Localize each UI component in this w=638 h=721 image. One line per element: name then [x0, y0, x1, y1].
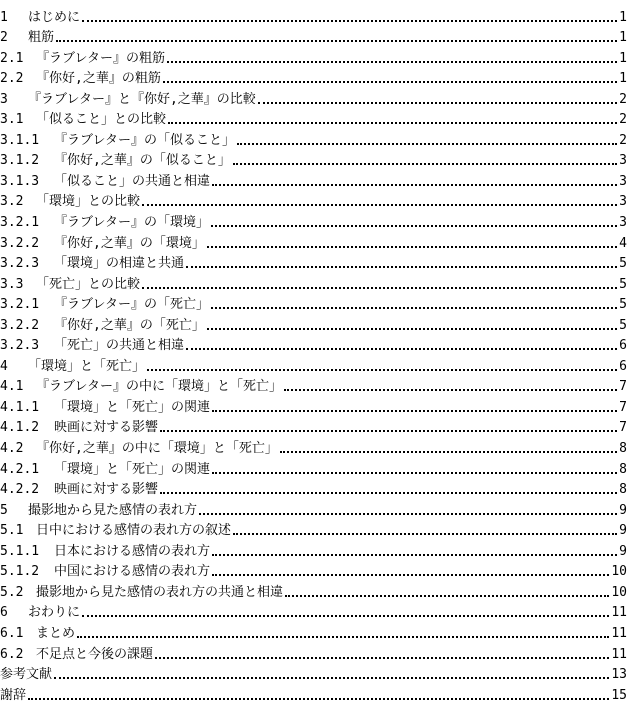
toc-entry-number: 3.3	[0, 276, 24, 292]
toc-entry-page: 13	[611, 667, 627, 683]
toc-entry-number: 5.1.2	[0, 564, 40, 580]
toc-entry-number: 4	[0, 358, 8, 374]
table-of-contents	[0, 5, 627, 704]
toc-entry-page: 6	[619, 338, 627, 354]
toc-entry-page: 11	[611, 646, 627, 662]
toc-entry-title: 「似ること」との比較	[36, 112, 167, 128]
toc-entry-title: 謝辞	[0, 687, 27, 703]
toc-entry-page: 6	[619, 358, 627, 374]
toc-entry[interactable]	[0, 519, 627, 540]
dot-leader	[285, 595, 609, 597]
dot-leader	[186, 348, 617, 350]
toc-entry[interactable]	[0, 67, 627, 88]
toc-entry-page: 11	[611, 625, 627, 641]
toc-entry-page: 10	[611, 564, 627, 580]
toc-entry-title: 映画に対する影響	[54, 420, 159, 436]
dot-leader	[212, 184, 617, 186]
toc-entry[interactable]	[0, 395, 627, 416]
toc-entry-page: 3	[619, 215, 627, 231]
dot-leader	[54, 677, 609, 679]
toc-entry-number: 4.2	[0, 441, 24, 457]
toc-entry[interactable]	[0, 683, 627, 704]
toc-entry-page: 8	[619, 482, 627, 498]
toc-entry[interactable]	[0, 580, 627, 601]
toc-entry-title: 「死亡」の共通と相違	[54, 338, 185, 354]
toc-entry[interactable]	[0, 478, 627, 499]
dot-leader	[199, 513, 617, 515]
toc-entry-title: 『ラブレター』の中に「環境」と「死亡」	[36, 379, 282, 395]
toc-entry-number: 6.2	[0, 646, 24, 662]
toc-entry-number: 3.1.3	[0, 173, 40, 189]
toc-entry[interactable]	[0, 560, 627, 581]
dot-leader	[167, 61, 617, 63]
toc-entry-title: 『你好,之華』の「似ること」	[54, 153, 231, 169]
dot-leader	[207, 246, 617, 248]
toc-entry-page: 9	[619, 523, 627, 539]
toc-entry-page: 2	[619, 91, 627, 107]
toc-entry[interactable]	[0, 293, 627, 314]
toc-entry-title: 映画に対する影響	[54, 482, 159, 498]
toc-entry-page: 1	[619, 71, 627, 87]
dot-leader	[233, 533, 617, 535]
toc-entry-page: 3	[619, 153, 627, 169]
toc-entry-number: 3.2.1	[0, 215, 40, 231]
toc-entry[interactable]	[0, 498, 627, 519]
toc-entry-title: 撮影地から見た感情の表れ方の共通と相違	[36, 584, 284, 600]
toc-entry-title: 「環境」と「死亡」の関連	[54, 399, 211, 415]
dot-leader	[28, 698, 609, 700]
toc-entry-title: 「環境」の相違と共通	[54, 256, 185, 272]
toc-entry-page: 9	[619, 543, 627, 559]
toc-entry-page: 7	[619, 399, 627, 415]
dot-leader	[233, 163, 617, 165]
toc-entry[interactable]	[0, 436, 627, 457]
toc-entry-number: 4.1.2	[0, 420, 40, 436]
dot-leader	[284, 389, 617, 391]
toc-entry-number: 4.2.2	[0, 482, 40, 498]
toc-entry-page: 5	[619, 297, 627, 313]
toc-entry[interactable]	[0, 375, 627, 396]
toc-entry-number: 5	[0, 502, 8, 518]
toc-entry-page: 3	[619, 194, 627, 210]
toc-entry-number: 6	[0, 605, 8, 621]
toc-entry-title: 「死亡」との比較	[36, 276, 141, 292]
toc-entry-page: 8	[619, 441, 627, 457]
toc-entry-title: 日本における感情の表れ方	[54, 543, 211, 559]
toc-entry-page: 1	[619, 30, 627, 46]
toc-entry-page: 15	[611, 687, 627, 703]
dot-leader	[77, 636, 609, 638]
dot-leader	[56, 40, 617, 42]
toc-entry[interactable]	[0, 87, 627, 108]
toc-entry-title: 『你好,之華』の中に「環境」と「死亡」	[36, 441, 278, 457]
toc-entry[interactable]	[0, 663, 627, 684]
toc-entry-number: 4.1.1	[0, 399, 40, 415]
toc-entry-title: 「似ること」の共通と相違	[54, 173, 211, 189]
toc-entry-page: 1	[619, 9, 627, 25]
toc-entry-page: 2	[619, 132, 627, 148]
dot-leader	[142, 287, 617, 289]
toc-entry-title: 「環境」と「死亡」	[28, 358, 146, 374]
toc-entry[interactable]	[0, 128, 627, 149]
dot-leader	[142, 204, 617, 206]
toc-entry-title: 日中における感情の表れ方の叙述	[36, 523, 232, 539]
toc-entry-page: 5	[619, 256, 627, 272]
toc-entry-number: 3.1.1	[0, 132, 40, 148]
toc-entry-number: 3.2.3	[0, 338, 40, 354]
dot-leader	[207, 328, 617, 330]
toc-entry[interactable]	[0, 5, 627, 26]
toc-entry[interactable]	[0, 46, 627, 67]
toc-entry-page: 4	[619, 235, 627, 251]
toc-entry-number: 3.1.2	[0, 153, 40, 169]
toc-entry-number: 3.1	[0, 112, 24, 128]
toc-entry-title: 『你好,之華』の「死亡」	[54, 317, 205, 333]
toc-entry[interactable]	[0, 272, 627, 293]
toc-entry-number: 3.2.2	[0, 235, 40, 251]
toc-entry[interactable]	[0, 354, 627, 375]
toc-entry-page: 7	[619, 420, 627, 436]
toc-entry-page: 10	[611, 584, 627, 600]
dot-leader	[280, 451, 617, 453]
toc-entry[interactable]	[0, 457, 627, 478]
toc-entry[interactable]	[0, 601, 627, 622]
toc-entry-title: 『ラブレター』の「死亡」	[54, 297, 209, 313]
toc-entry[interactable]	[0, 149, 627, 170]
toc-entry-title: おわりに	[28, 605, 81, 621]
dot-leader	[160, 430, 617, 432]
dot-leader	[163, 81, 617, 83]
toc-entry[interactable]	[0, 334, 627, 355]
toc-entry[interactable]	[0, 313, 627, 334]
toc-entry[interactable]	[0, 26, 627, 47]
toc-entry-title: 不足点と今後の課題	[36, 646, 154, 662]
dot-leader	[211, 307, 617, 309]
toc-entry-number: 3	[0, 91, 8, 107]
toc-entry-title: 「環境」との比較	[36, 194, 141, 210]
toc-entry[interactable]	[0, 539, 627, 560]
toc-entry-number: 6.1	[0, 625, 24, 641]
toc-entry[interactable]	[0, 169, 627, 190]
toc-entry-number: 4.2.1	[0, 461, 40, 477]
toc-entry-page: 2	[619, 112, 627, 128]
dot-leader	[212, 472, 617, 474]
toc-entry-title: 『你好,之華』の「環境」	[54, 235, 205, 251]
dot-leader	[212, 554, 617, 556]
toc-entry-page: 9	[619, 502, 627, 518]
dot-leader	[160, 492, 617, 494]
dot-leader	[147, 369, 617, 371]
toc-entry-title: 「環境」と「死亡」の関連	[54, 461, 211, 477]
toc-entry-number: 2	[0, 30, 8, 46]
toc-entry[interactable]	[0, 642, 627, 663]
toc-entry-number: 5.2	[0, 584, 24, 600]
toc-entry-number: 3.2.2	[0, 317, 40, 333]
toc-entry-page: 8	[619, 461, 627, 477]
toc-entry-page: 7	[619, 379, 627, 395]
toc-entry-number: 2.1	[0, 50, 24, 66]
toc-entry[interactable]	[0, 621, 627, 642]
toc-entry[interactable]	[0, 231, 627, 252]
toc-entry-title: 『你好,之華』の粗筋	[36, 71, 161, 87]
toc-entry-number: 2.2	[0, 71, 24, 87]
toc-entry-number: 3.2.3	[0, 256, 40, 272]
toc-entry-page: 11	[611, 605, 627, 621]
toc-entry-title: 『ラブレター』と『你好,之華』の比較	[28, 91, 256, 107]
toc-entry-title: 中国における感情の表れ方	[54, 564, 211, 580]
toc-entry-title: 参考文献	[0, 667, 53, 683]
toc-entry-title: はじめに	[28, 9, 81, 25]
toc-entry-title: まとめ	[36, 625, 76, 641]
toc-entry-title: 『ラブレター』の「似ること」	[54, 132, 235, 148]
dot-leader	[212, 574, 609, 576]
toc-entry-page: 5	[619, 276, 627, 292]
toc-entry[interactable]	[0, 210, 627, 231]
toc-entry-page: 1	[619, 50, 627, 66]
toc-entry-number: 3.2.1	[0, 297, 40, 313]
dot-leader	[212, 410, 617, 412]
toc-entry-number: 4.1	[0, 379, 24, 395]
toc-entry-title: 『ラブレター』の粗筋	[36, 50, 165, 66]
toc-entry-number: 5.1	[0, 523, 24, 539]
dot-leader	[211, 225, 617, 227]
toc-entry-number: 5.1.1	[0, 543, 40, 559]
toc-entry-page: 5	[619, 317, 627, 333]
toc-entry-title: 『ラブレター』の「環境」	[54, 215, 209, 231]
dot-leader	[237, 143, 617, 145]
dot-leader	[186, 266, 617, 268]
toc-entry-title: 粗筋	[28, 30, 55, 46]
toc-entry-title: 撮影地から見た感情の表れ方	[28, 502, 198, 518]
toc-entry[interactable]	[0, 416, 627, 437]
dot-leader	[155, 657, 609, 659]
dot-leader	[82, 20, 617, 22]
toc-entry[interactable]	[0, 252, 627, 273]
toc-entry[interactable]	[0, 108, 627, 129]
dot-leader	[258, 102, 617, 104]
dot-leader	[82, 615, 609, 617]
toc-entry[interactable]	[0, 190, 627, 211]
toc-entry-number: 1	[0, 9, 8, 25]
toc-entry-page: 3	[619, 173, 627, 189]
toc-entry-number: 3.2	[0, 194, 24, 210]
dot-leader	[168, 122, 617, 124]
